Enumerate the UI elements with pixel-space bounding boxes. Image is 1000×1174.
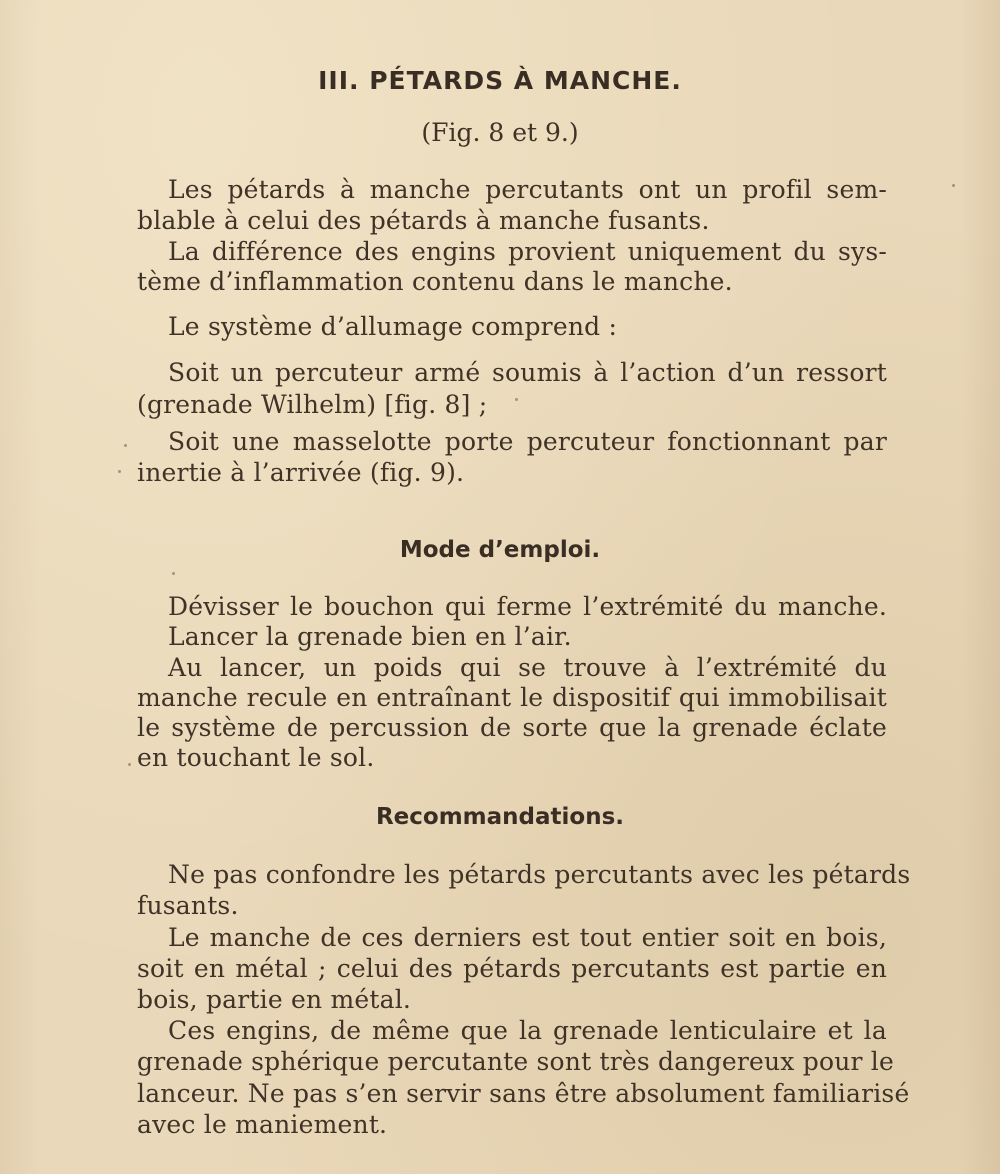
paper-speck bbox=[128, 763, 131, 766]
mode-line: Dévisser le bouchon qui ferme l’extrémité du manche. bbox=[168, 592, 887, 621]
intro-line: tème d’inflammation contenu dans le manche. bbox=[137, 267, 733, 296]
reco-line: Le manche de ces derniers est tout entier soit en bois, bbox=[168, 923, 887, 952]
reco-line: bois, partie en métal. bbox=[137, 985, 412, 1014]
reco-line: Ces engins, de même que la grenade lenticulaire et la bbox=[168, 1016, 887, 1045]
mode-line: Au lancer, un poids qui se trouve à l’extrémité du bbox=[168, 653, 887, 682]
paper-speck bbox=[952, 184, 955, 187]
intro-line: blable à celui des pétards à manche fusants. bbox=[137, 206, 710, 235]
intro-line: (grenade Wilhelm) [fig. 8] ; bbox=[137, 390, 488, 419]
intro-line: Le système d’allumage comprend : bbox=[168, 312, 618, 341]
mode-emploi-heading: Mode d’emploi. bbox=[399, 537, 601, 563]
paper-speck bbox=[515, 398, 518, 401]
mode-line: manche recule en entraînant le dispositif qui immobilisait bbox=[137, 683, 887, 712]
paper-speck bbox=[118, 470, 121, 473]
intro-line: Soit un percuteur armé soumis à l’action d’un ressort bbox=[168, 358, 887, 387]
paper-speck bbox=[124, 444, 127, 447]
intro-line: La différence des engins provient uniquement du sys- bbox=[168, 237, 887, 266]
intro-line: Soit une masselotte porte percuteur fonctionnant par bbox=[168, 427, 887, 456]
reco-line: avec le maniement. bbox=[137, 1110, 388, 1139]
figure-reference: (Fig. 8 et 9.) bbox=[421, 118, 579, 147]
recommandations-heading: Recommandations. bbox=[375, 804, 625, 830]
intro-line: inertie à l’arrivée (fig. 9). bbox=[137, 458, 465, 487]
mode-line: Lancer la grenade bien en l’air. bbox=[168, 622, 572, 651]
reco-line: grenade sphérique percutante sont très dangereux pour le bbox=[137, 1047, 895, 1076]
reco-line: fusants. bbox=[137, 891, 239, 920]
mode-line: en touchant le sol. bbox=[137, 743, 375, 772]
mode-line: le système de percussion de sorte que la grenade éclate bbox=[137, 713, 887, 742]
reco-line: lanceur. Ne pas s’en servir sans être absolument familiarisé bbox=[137, 1079, 910, 1108]
reco-line: soit en métal ; celui des pétards percutants est partie en bbox=[137, 954, 887, 983]
intro-line: Les pétards à manche percutants ont un profil sem- bbox=[168, 175, 887, 204]
paper-speck bbox=[172, 572, 175, 575]
section-title: III. PÉTARDS À MANCHE. bbox=[318, 66, 682, 95]
reco-line: Ne pas confondre les pétards percutants avec les pétards bbox=[168, 860, 911, 889]
